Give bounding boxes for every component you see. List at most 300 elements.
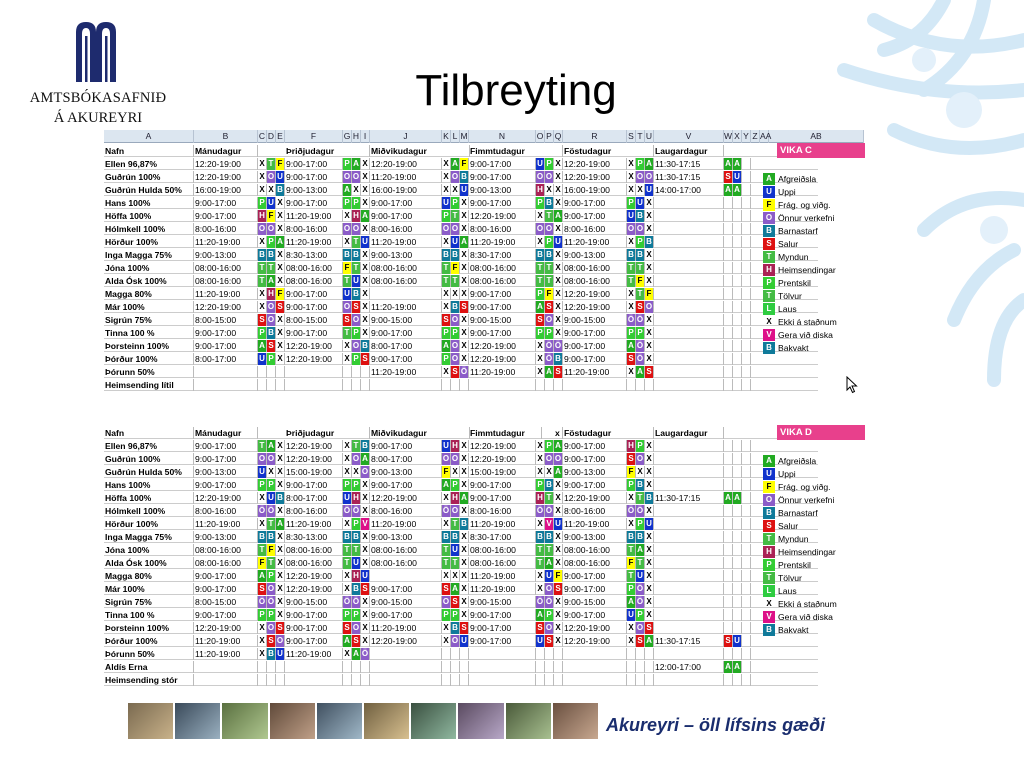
task-code[interactable]: T (545, 210, 554, 222)
task-code[interactable] (352, 379, 361, 391)
task-code[interactable]: X (451, 288, 460, 300)
task-code[interactable]: T (442, 275, 451, 287)
task-code[interactable]: X (460, 479, 469, 491)
task-code[interactable]: F (267, 210, 276, 222)
task-code[interactable]: X (361, 314, 370, 326)
task-code[interactable] (343, 366, 352, 378)
task-code[interactable]: B (442, 531, 451, 543)
task-code[interactable] (554, 379, 563, 391)
task-code[interactable]: O (267, 315, 275, 324)
task-code[interactable]: X (536, 440, 545, 452)
task-code[interactable]: S (536, 314, 545, 326)
task-code[interactable]: P (442, 210, 451, 222)
task-code[interactable]: U (645, 518, 654, 530)
task-code[interactable]: U (636, 570, 645, 582)
task-code[interactable] (724, 366, 733, 378)
task-code[interactable]: Ö (460, 367, 468, 376)
table-row[interactable] (104, 674, 818, 686)
task-code[interactable]: X (276, 557, 285, 569)
task-code[interactable]: Ö (636, 315, 644, 324)
shift-time[interactable] (654, 366, 724, 378)
task-code[interactable]: X (276, 327, 285, 339)
column-header[interactable]: O (536, 131, 544, 141)
task-code[interactable]: O (451, 172, 459, 181)
task-code[interactable]: T (352, 440, 361, 452)
task-code[interactable]: Ö (267, 597, 275, 606)
staff-name[interactable]: Höffa 100% (104, 210, 194, 222)
task-code[interactable]: A (636, 544, 645, 556)
task-code[interactable]: X (460, 210, 469, 222)
task-code[interactable] (733, 544, 742, 556)
task-code[interactable]: B (258, 249, 267, 261)
task-code[interactable]: T (536, 262, 545, 274)
table-row[interactable] (104, 583, 818, 595)
shift-time[interactable]: 9:00-15:00 (469, 596, 536, 608)
staff-name[interactable]: Hans 100% (104, 197, 194, 209)
task-code[interactable]: Ö (545, 354, 553, 363)
task-code[interactable] (733, 353, 742, 365)
task-code[interactable] (742, 184, 751, 196)
task-code[interactable] (343, 661, 352, 673)
task-code[interactable] (361, 379, 370, 391)
task-code[interactable]: H (536, 184, 545, 196)
shift-time[interactable]: 11:20-19:00 (469, 583, 536, 595)
task-code[interactable]: B (460, 518, 469, 530)
task-code[interactable] (724, 340, 733, 352)
task-code[interactable]: O (545, 172, 553, 181)
task-code[interactable]: Ö (545, 597, 553, 606)
task-code[interactable] (724, 353, 733, 365)
column-header[interactable]: J (370, 130, 442, 143)
shift-time[interactable] (654, 340, 724, 352)
task-code[interactable]: F (442, 466, 451, 478)
task-code[interactable]: B (352, 249, 361, 261)
day-header[interactable]: Mánudagur (194, 145, 258, 157)
task-code[interactable]: F (645, 288, 654, 300)
shift-time[interactable] (370, 288, 442, 300)
task-code[interactable]: A (276, 236, 285, 248)
task-code[interactable]: P (442, 353, 451, 365)
task-code[interactable]: T (636, 262, 645, 274)
day-header[interactable]: Miðvikudagur (370, 145, 470, 157)
shift-time[interactable]: 9:00-17:00 (563, 353, 627, 365)
task-code[interactable]: X (554, 557, 563, 569)
shift-time[interactable] (563, 674, 627, 686)
task-code[interactable] (742, 236, 751, 248)
task-code[interactable] (545, 379, 554, 391)
task-code[interactable]: O (352, 454, 360, 463)
table-row[interactable] (104, 648, 818, 660)
task-code[interactable] (724, 518, 733, 530)
task-code[interactable] (724, 379, 733, 391)
task-code[interactable] (733, 288, 742, 300)
task-code[interactable]: X (460, 197, 469, 209)
shift-time[interactable] (194, 366, 258, 378)
task-code[interactable]: X (267, 466, 276, 478)
task-code[interactable]: X (361, 622, 370, 634)
task-code[interactable]: P (545, 158, 554, 170)
task-code[interactable]: X (258, 184, 267, 196)
task-code[interactable] (733, 379, 742, 391)
day-header[interactable]: Miðvikudagur (370, 427, 470, 439)
task-code[interactable]: X (645, 223, 654, 235)
shift-time[interactable]: 9:00-13:00 (194, 531, 258, 543)
task-code[interactable] (733, 262, 742, 274)
task-code[interactable] (733, 249, 742, 261)
task-code[interactable]: H (536, 492, 545, 504)
task-code[interactable] (742, 583, 751, 595)
shift-time[interactable]: 08:00-16:00 (285, 262, 343, 274)
task-code[interactable]: O (545, 454, 553, 463)
shift-time[interactable] (469, 674, 536, 686)
task-code[interactable] (733, 596, 742, 608)
shift-time[interactable]: 8:30-17:00 (469, 531, 536, 543)
task-code[interactable]: B (276, 184, 285, 196)
task-code[interactable] (733, 557, 742, 569)
task-code[interactable]: X (645, 314, 654, 326)
task-code[interactable]: P (352, 609, 361, 621)
task-code[interactable]: X (276, 314, 285, 326)
task-code[interactable] (451, 661, 460, 673)
shift-time[interactable]: 12:00-17:00 (654, 661, 724, 673)
task-code[interactable]: S (451, 366, 460, 378)
task-code[interactable]: X (451, 466, 460, 478)
task-code[interactable] (451, 648, 460, 660)
task-code[interactable]: T (267, 262, 276, 274)
task-code[interactable]: X (276, 466, 285, 478)
task-code[interactable] (742, 661, 751, 673)
task-code[interactable]: U (554, 518, 563, 530)
staff-name[interactable]: Aldís Erna (104, 661, 194, 673)
shift-time[interactable] (654, 505, 724, 517)
task-code[interactable]: U (451, 236, 460, 248)
shift-time[interactable]: 9:00-17:00 (469, 301, 536, 313)
task-code[interactable]: O (343, 224, 351, 233)
day-header[interactable]: Föstudagur (563, 145, 654, 157)
shift-time[interactable]: 9:00-17:00 (194, 327, 258, 339)
table-row[interactable] (104, 314, 818, 326)
task-code[interactable]: T (343, 275, 352, 287)
shift-time[interactable] (194, 379, 258, 391)
task-code[interactable]: O (545, 623, 553, 632)
task-code[interactable]: B (361, 340, 370, 352)
staff-name[interactable]: Þorsteinn 100% (104, 340, 194, 352)
task-code[interactable] (733, 518, 742, 530)
shift-time[interactable]: 9:00-17:00 (563, 609, 627, 621)
shift-time[interactable] (654, 275, 724, 287)
table-row[interactable] (104, 622, 818, 634)
task-code[interactable] (742, 327, 751, 339)
task-code[interactable]: X (460, 609, 469, 621)
task-code[interactable] (733, 505, 742, 517)
task-code[interactable]: X (361, 327, 370, 339)
shift-time[interactable]: 8:00-16:00 (285, 223, 343, 235)
task-code[interactable]: P (636, 158, 645, 170)
task-code[interactable]: Ö (258, 506, 266, 515)
task-code[interactable]: A (733, 184, 742, 196)
shift-time[interactable]: 9:00-17:00 (563, 210, 627, 222)
task-code[interactable]: Ö (636, 354, 644, 363)
task-code[interactable]: U (627, 210, 636, 222)
task-code[interactable]: S (636, 635, 645, 647)
shift-time[interactable]: 9:00-17:00 (370, 327, 442, 339)
shift-time[interactable] (469, 379, 536, 391)
shift-time[interactable]: 9:00-17:00 (285, 158, 343, 170)
task-code[interactable]: A (724, 661, 733, 673)
task-code[interactable]: X (276, 544, 285, 556)
task-code[interactable]: U (361, 570, 370, 582)
task-code[interactable]: X (276, 197, 285, 209)
task-code[interactable]: U (536, 158, 545, 170)
column-header[interactable]: K (442, 130, 451, 143)
shift-time[interactable]: 08:00-16:00 (563, 275, 627, 287)
task-code[interactable]: X (536, 466, 545, 478)
task-code[interactable] (733, 531, 742, 543)
task-code[interactable]: P (343, 158, 352, 170)
task-code[interactable]: H (627, 440, 636, 452)
task-code[interactable]: S (343, 314, 352, 326)
shift-time[interactable]: 11:20-19:00 (469, 366, 536, 378)
shift-time[interactable]: 8:30-13:00 (285, 249, 343, 261)
task-code[interactable] (724, 596, 733, 608)
task-code[interactable]: H (451, 440, 460, 452)
task-code[interactable]: X (276, 570, 285, 582)
task-code[interactable]: X (554, 622, 563, 634)
task-code[interactable]: Ö (545, 506, 553, 515)
task-code[interactable]: S (636, 301, 645, 313)
task-code[interactable]: X (442, 236, 451, 248)
task-code[interactable]: P (545, 327, 554, 339)
task-code[interactable]: X (545, 466, 554, 478)
day-header[interactable]: Þriðjudagur (285, 427, 370, 439)
shift-time[interactable]: 08:00-16:00 (285, 557, 343, 569)
task-code[interactable]: X (636, 184, 645, 196)
task-code[interactable]: Ö (343, 506, 351, 515)
column-header[interactable]: Y (742, 130, 751, 143)
task-code[interactable]: S (554, 366, 563, 378)
shift-time[interactable]: 08:00-16:00 (370, 262, 442, 274)
task-code[interactable]: X (554, 197, 563, 209)
task-code[interactable] (724, 301, 733, 313)
table-row[interactable] (104, 353, 818, 365)
shift-time[interactable]: 9:00-13:00 (563, 531, 627, 543)
shift-time[interactable]: 9:00-17:00 (194, 440, 258, 452)
staff-name[interactable]: Jóna 100% (104, 544, 194, 556)
task-code[interactable]: B (352, 531, 361, 543)
task-code[interactable]: B (343, 249, 352, 261)
task-code[interactable]: S (627, 353, 636, 365)
task-code[interactable]: X (536, 583, 545, 595)
task-code[interactable]: B (636, 531, 645, 543)
task-code[interactable]: X (460, 466, 469, 478)
task-code[interactable]: T (627, 544, 636, 556)
task-code[interactable] (352, 674, 361, 686)
shift-time[interactable]: 12:20-19:00 (285, 583, 343, 595)
task-code[interactable]: X (361, 184, 370, 196)
task-code[interactable] (733, 674, 742, 686)
task-code[interactable]: S (724, 171, 733, 183)
task-code[interactable]: F (267, 544, 276, 556)
task-code[interactable]: X (361, 223, 370, 235)
task-code[interactable]: U (627, 609, 636, 621)
shift-time[interactable] (654, 379, 724, 391)
task-code[interactable]: T (352, 544, 361, 556)
shift-time[interactable]: 12:20-19:00 (563, 158, 627, 170)
task-code[interactable]: B (267, 531, 276, 543)
shift-time[interactable]: 8:00-17:00 (370, 453, 442, 465)
task-code[interactable]: S (536, 622, 545, 634)
task-code[interactable]: X (460, 505, 469, 517)
task-code[interactable]: X (627, 184, 636, 196)
task-code[interactable] (742, 197, 751, 209)
task-code[interactable] (645, 648, 654, 660)
staff-name[interactable]: Sigrún 75% (104, 314, 194, 326)
shift-time[interactable]: 8:30-13:00 (285, 531, 343, 543)
task-code[interactable]: P (267, 609, 276, 621)
task-code[interactable]: T (343, 557, 352, 569)
task-code[interactable]: X (645, 453, 654, 465)
shift-time[interactable] (654, 314, 724, 326)
task-code[interactable]: P (267, 570, 276, 582)
task-code[interactable]: P (352, 197, 361, 209)
task-code[interactable] (733, 327, 742, 339)
staff-name[interactable]: Hólmkell 100% (104, 223, 194, 235)
table-row[interactable] (104, 262, 818, 274)
task-code[interactable]: X (442, 366, 451, 378)
staff-name[interactable]: Alda Ósk 100% (104, 557, 194, 569)
task-code[interactable]: X (554, 314, 563, 326)
task-code[interactable]: P (636, 440, 645, 452)
task-code[interactable]: F (545, 288, 554, 300)
shift-time[interactable]: 9:00-17:00 (194, 197, 258, 209)
task-code[interactable]: P (545, 440, 554, 452)
task-code[interactable]: T (258, 275, 267, 287)
task-code[interactable]: X (636, 466, 645, 478)
task-code[interactable]: F (460, 158, 469, 170)
shift-time[interactable]: 9:00-15:00 (285, 596, 343, 608)
shift-time[interactable]: 11:20-19:00 (370, 236, 442, 248)
task-code[interactable] (733, 479, 742, 491)
shift-time[interactable]: 12:20-19:00 (563, 635, 627, 647)
task-code[interactable] (267, 366, 276, 378)
task-code[interactable]: A (258, 340, 267, 352)
shift-time[interactable] (285, 366, 343, 378)
task-code[interactable]: X (460, 275, 469, 287)
shift-time[interactable] (654, 262, 724, 274)
task-code[interactable]: T (545, 262, 554, 274)
task-code[interactable]: A (352, 648, 361, 660)
shift-time[interactable]: 9:00-15:00 (469, 314, 536, 326)
task-code[interactable]: P (343, 609, 352, 621)
shift-time[interactable]: 9:00-13:00 (563, 466, 627, 478)
task-code[interactable] (361, 674, 370, 686)
task-code[interactable]: A (733, 661, 742, 673)
shift-time[interactable]: 9:00-17:00 (194, 479, 258, 491)
task-code[interactable]: X (460, 249, 469, 261)
task-code[interactable]: X (645, 479, 654, 491)
column-header[interactable]: X (733, 130, 742, 143)
shift-time[interactable] (370, 674, 442, 686)
task-code[interactable]: T (442, 262, 451, 274)
task-code[interactable]: X (258, 635, 267, 647)
column-header[interactable]: A (104, 130, 194, 143)
task-code[interactable]: X (627, 635, 636, 647)
task-code[interactable]: B (636, 249, 645, 261)
staff-name[interactable]: Magga 80% (104, 288, 194, 300)
task-code[interactable]: B (460, 171, 469, 183)
task-code[interactable]: S (545, 301, 554, 313)
task-code[interactable]: H (451, 492, 460, 504)
table-row[interactable] (104, 531, 818, 543)
shift-time[interactable]: 9:00-17:00 (469, 158, 536, 170)
shift-time[interactable]: 11:30-17:15 (654, 171, 724, 183)
table-row[interactable] (104, 440, 818, 452)
task-code[interactable]: P (627, 583, 636, 595)
task-code[interactable] (733, 622, 742, 634)
task-code[interactable] (724, 674, 733, 686)
task-code[interactable]: A (554, 210, 563, 222)
task-code[interactable]: P (267, 479, 276, 491)
shift-time[interactable]: 9:00-17:00 (469, 288, 536, 300)
day-header[interactable]: Föstudagur (563, 427, 654, 439)
task-code[interactable]: O (451, 636, 459, 645)
shift-time[interactable]: 9:00-17:00 (370, 479, 442, 491)
task-code[interactable]: P (352, 327, 361, 339)
task-code[interactable] (724, 479, 733, 491)
shift-time[interactable]: 9:00-17:00 (194, 340, 258, 352)
task-code[interactable]: O (267, 172, 275, 181)
shift-time[interactable]: 08:00-16:00 (370, 275, 442, 287)
task-code[interactable]: Ö (636, 506, 644, 515)
task-code[interactable]: X (645, 466, 654, 478)
task-code[interactable]: X (451, 184, 460, 196)
task-code[interactable] (733, 570, 742, 582)
task-code[interactable] (276, 379, 285, 391)
task-code[interactable]: X (536, 518, 545, 530)
task-code[interactable] (742, 210, 751, 222)
task-code[interactable]: P (545, 236, 554, 248)
staff-name[interactable]: Guðrún Hulda 50% (104, 184, 194, 196)
shift-time[interactable]: 11:20-19:00 (285, 518, 343, 530)
task-code[interactable]: T (536, 544, 545, 556)
shift-time[interactable]: 08:00-16:00 (563, 262, 627, 274)
task-code[interactable]: H (267, 288, 276, 300)
task-code[interactable] (733, 609, 742, 621)
shift-time[interactable]: 8:00-17:00 (194, 353, 258, 365)
task-code[interactable]: U (343, 492, 352, 504)
task-code[interactable]: T (545, 492, 554, 504)
task-code[interactable]: X (536, 570, 545, 582)
table-row[interactable] (104, 197, 818, 209)
table-row[interactable] (104, 609, 818, 621)
task-code[interactable] (724, 210, 733, 222)
shift-time[interactable]: 8:00-15:00 (285, 314, 343, 326)
task-code[interactable]: P (627, 327, 636, 339)
task-code[interactable]: T (258, 544, 267, 556)
task-code[interactable]: P (258, 479, 267, 491)
task-code[interactable]: S (645, 622, 654, 634)
shift-time[interactable]: 9:00-13:00 (370, 249, 442, 261)
task-code[interactable] (733, 236, 742, 248)
shift-time[interactable]: 9:00-13:00 (563, 249, 627, 261)
task-code[interactable]: O (352, 172, 360, 181)
task-code[interactable]: S (276, 622, 285, 634)
task-code[interactable]: X (645, 262, 654, 274)
staff-name[interactable]: Heimsending stór (104, 674, 194, 686)
task-code[interactable] (742, 570, 751, 582)
task-code[interactable]: X (536, 210, 545, 222)
shift-time[interactable]: 9:00-15:00 (563, 314, 627, 326)
